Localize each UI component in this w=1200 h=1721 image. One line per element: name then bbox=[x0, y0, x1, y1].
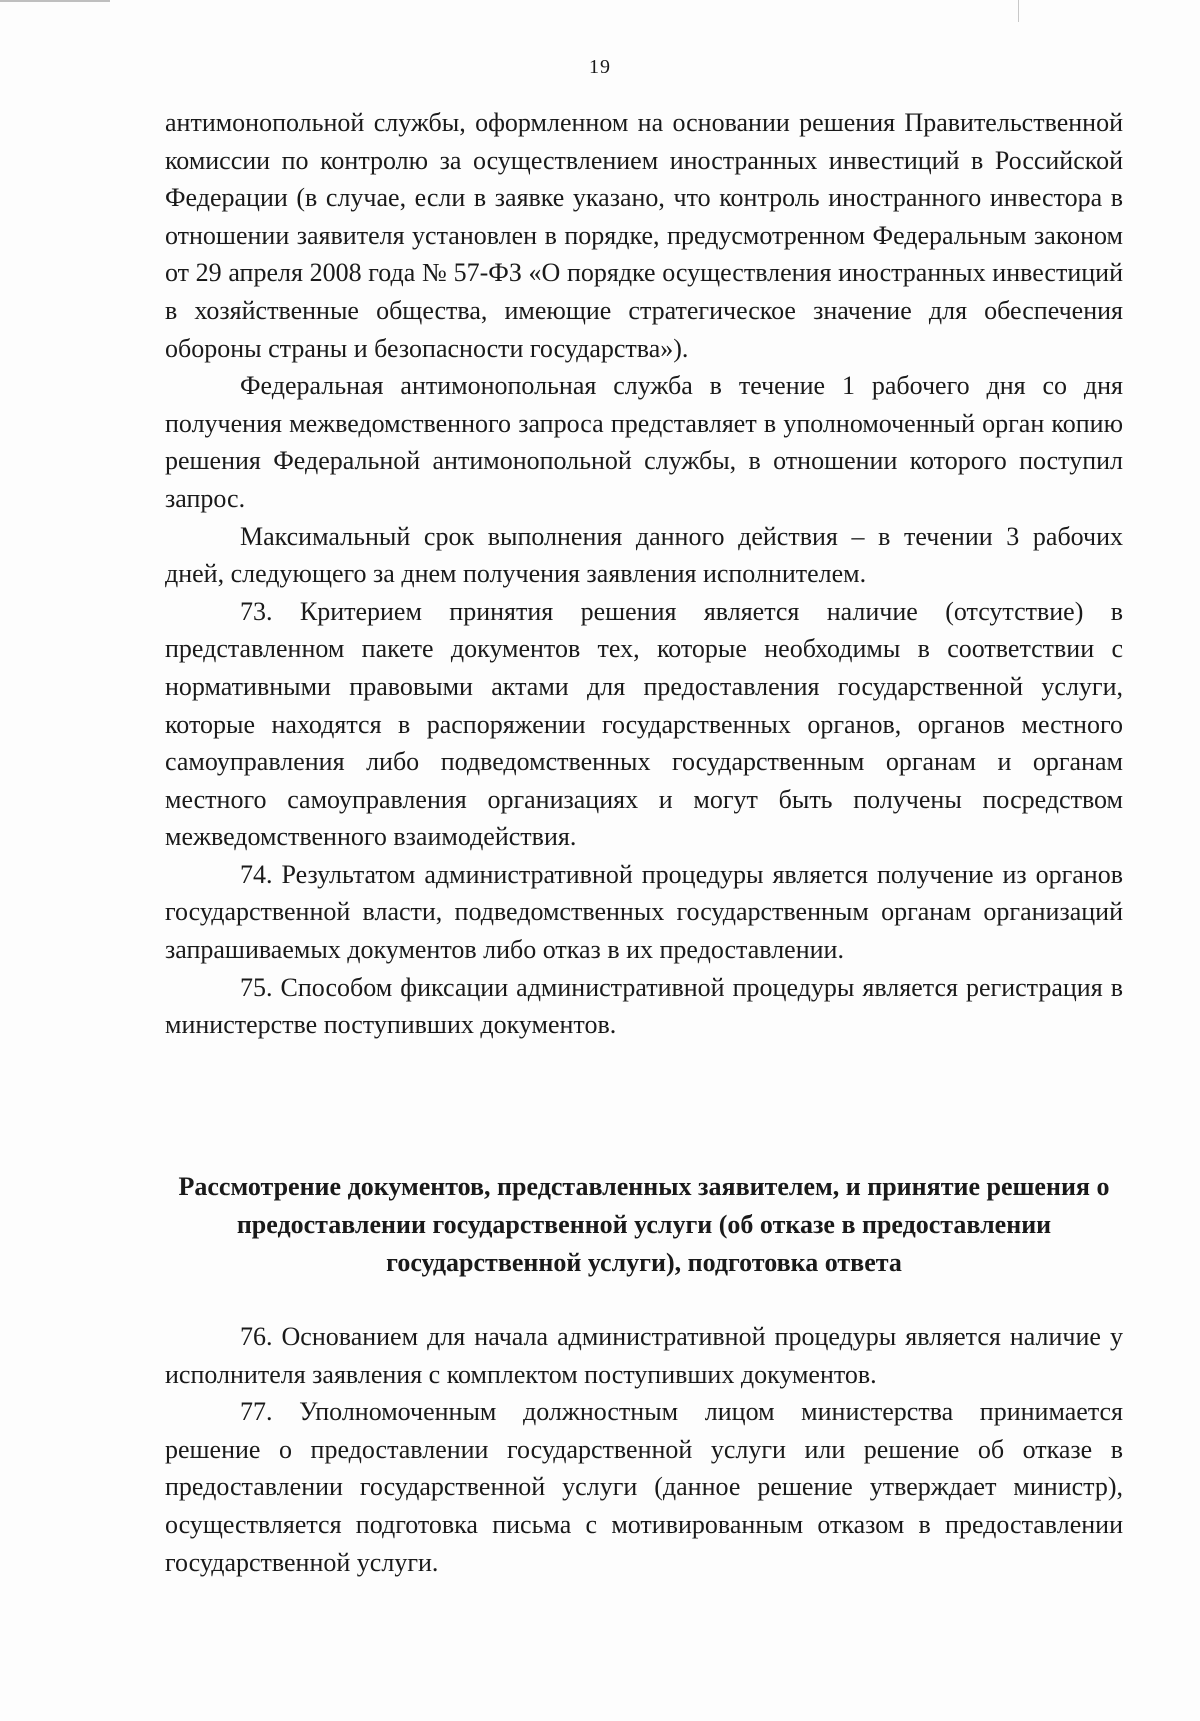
paragraph-75: 75. Способом фиксации административной процедуры является регистрация в министерстве поступивших документов. bbox=[165, 972, 1123, 1040]
section-heading: Рассмотрение документов, представленных заявителем, и принятие решения о предоставлении государственной услуги (об отказе в предоставлении государственной услуги), подготовка ответа bbox=[178, 1172, 1110, 1277]
paragraph-continuation: антимонопольной службы, оформленном на основании решения Правительственной комиссии по контролю за осуществлением иностранных инвестиций в Российской Федерации (в случае, если в заявке указано, что контроль иностранного инвестора в отношении заявителя установлен в порядке, предусмотренном Федеральным законом от 29 апреля 2008 года № 57-ФЗ «О порядке осуществления иностранных инвестиций в хозяйственные общества, имеющие стратегическое значение для обеспечения обороны страны и безопасности государства»). bbox=[165, 108, 1123, 363]
scan-edge-mark bbox=[0, 0, 110, 12]
page-number: 19 bbox=[589, 56, 611, 78]
paragraph-73: 73. Критерием принятия решения является наличие (отсутствие) в представленном пакете документов тех, которые необходимы в соответствии с нормативными правовыми актами для предоставления государственной услуги, которые находятся в распоряжении государственных органов, органов местного самоуправления либо подведомственных государственным органам и органам местного самоуправления организациях и могут быть получены посредством межведомственного взаимодействия. bbox=[165, 596, 1123, 852]
paragraph-74: 74. Результатом административной процедуры является получение из органов государственной власти, подведомственных государственным органам организаций запрашиваемых документов либо отказ в их предоставлении. bbox=[165, 859, 1123, 965]
paragraph-max-term: Максимальный срок выполнения данного действия – в течении 3 рабочих дней, следующего за днем получения заявления исполнителем. bbox=[165, 521, 1123, 589]
paragraph-fas-response: Федеральная антимонопольная служба в течение 1 рабочего дня со дня получения межведомственного запроса представляет в уполномоченный орган копию решения Федеральной антимонопольной службы, в отношении которого поступил запрос. bbox=[165, 371, 1123, 513]
paragraph-77: 77. Уполномоченным должностным лицом министерства принимается решение о предоставлении государственной услуги или решение об отказе в предоставлении государственной услуги (данное решение утверждает министр), осуществляется подготовка письма с мотивированным отказом в предоставлении государственной услуги. bbox=[165, 1397, 1123, 1577]
paragraph-76: 76. Основанием для начала административной процедуры является наличие у исполнителя заявления с комплектом поступивших документов. bbox=[165, 1322, 1123, 1389]
body-text-top bbox=[165, 104, 1123, 1044]
body-text-bottom bbox=[165, 1318, 1123, 1581]
scan-mark bbox=[1018, 0, 1019, 22]
